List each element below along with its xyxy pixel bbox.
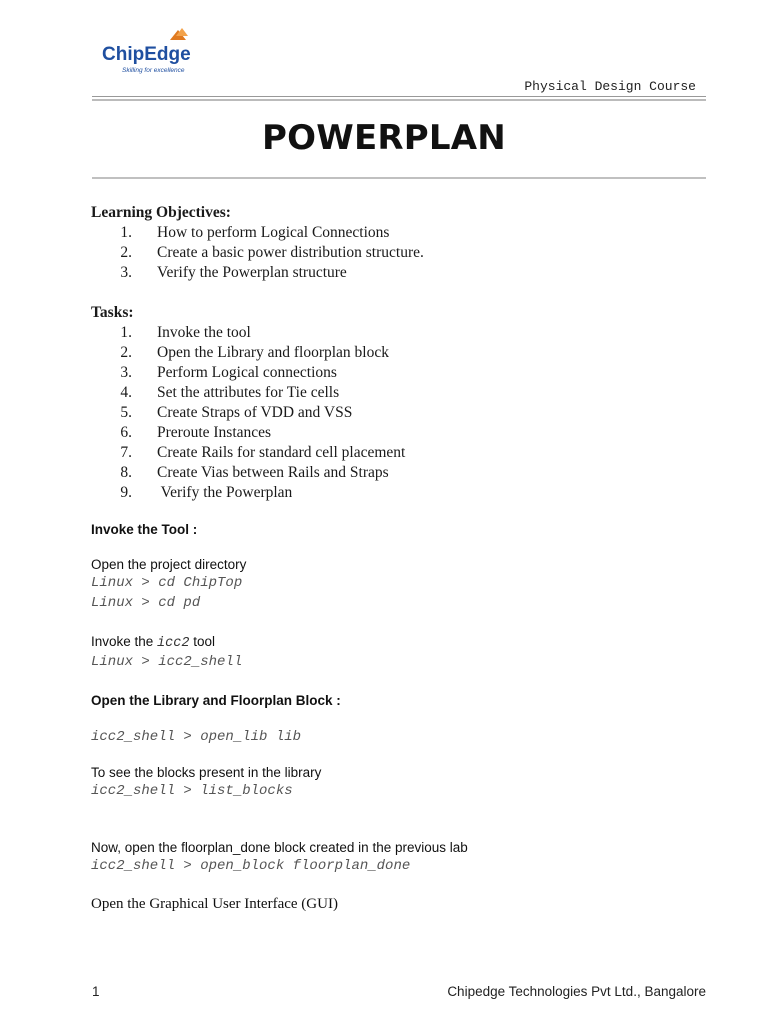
see-blocks-text: To see the blocks present in the library (91, 765, 322, 780)
tool-name: icc2 (157, 636, 190, 651)
list-item: 9. Verify the Powerplan (120, 484, 293, 501)
list-item: 6. Preroute Instances (120, 424, 272, 441)
open-library-heading: Open the Library and Floorplan Block : (91, 692, 341, 708)
open-gui-text: Open the Graphical User Interface (GUI) (91, 896, 338, 912)
chipedge-logo (92, 26, 220, 88)
page-number: 1 (92, 984, 100, 999)
list-item: 3. Perform Logical connections (120, 364, 337, 381)
invoke-icc2-text: Invoke the icc2 tool (91, 634, 215, 651)
command-line: Linux > cd pd (91, 594, 201, 611)
list-item: 7. Create Rails for standard cell placement (120, 444, 406, 461)
list-item: 2. Open the Library and floorplan block (120, 344, 389, 361)
learning-objectives-list (91, 223, 711, 283)
command-line: icc2_shell > list_blocks (91, 783, 293, 799)
command-line: icc2_shell > open_block floorplan_done (91, 857, 411, 874)
open-block-text: Now, open the floorplan_done block created in the previous lab (91, 839, 468, 855)
header-divider (92, 96, 706, 97)
main-content (91, 203, 711, 914)
command-line: Linux > icc2_shell (91, 654, 243, 670)
logo-wordmark: ChipEdge (102, 44, 191, 65)
open-dir-text: Open the project directory (91, 557, 247, 572)
course-name: Physical Design Course (524, 79, 696, 94)
logo-tagline: Skilling for excellence (122, 67, 185, 74)
list-item: 5. Create Straps of VDD and VSS (120, 404, 353, 421)
learning-objectives-heading: Learning Objectives: (91, 204, 231, 221)
list-item: 2. Create a basic power distribution structure. (120, 244, 424, 261)
list-item: 8. Create Vias between Rails and Straps (120, 464, 389, 481)
command-line: icc2_shell > open_lib lib (91, 728, 302, 745)
footer-company: Chipedge Technologies Pvt Ltd., Bangalore (447, 984, 706, 999)
list-item: 1. How to perform Logical Connections (120, 224, 390, 241)
list-item: 3. Verify the Powerplan structure (120, 264, 347, 281)
page-title: POWERPLAN (262, 118, 506, 158)
tasks-heading: Tasks: (91, 304, 134, 321)
tasks-list (91, 323, 711, 503)
title-divider (92, 177, 706, 179)
header-divider-2 (92, 99, 706, 101)
command-line: Linux > cd ChipTop (91, 575, 243, 591)
list-item: 1. Invoke the tool (120, 324, 251, 341)
invoke-tool-heading: Invoke the Tool : (91, 522, 198, 537)
list-item: 4. Set the attributes for Tie cells (120, 384, 340, 401)
